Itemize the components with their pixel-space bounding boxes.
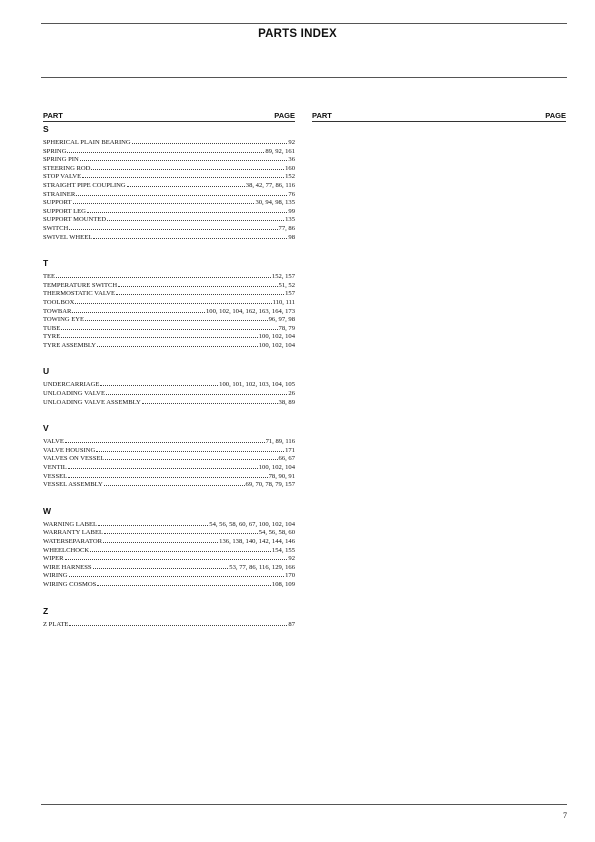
index-entry bbox=[43, 579, 295, 588]
page-column-label: PAGE bbox=[545, 111, 566, 120]
dot-leader bbox=[97, 340, 258, 347]
index-section bbox=[43, 124, 295, 240]
part-name: THERMOSTATIC VALVE bbox=[43, 290, 116, 298]
page-references: 51, 52 bbox=[278, 281, 295, 289]
page-references: 99 bbox=[288, 207, 295, 215]
dot-leader bbox=[105, 453, 277, 460]
index-entry bbox=[43, 223, 295, 232]
dot-leader bbox=[61, 323, 277, 330]
index-entry bbox=[43, 206, 295, 215]
part-name: UNLOADING VALVE ASSEMBLY bbox=[43, 398, 141, 406]
page-references: 152, 157 bbox=[271, 273, 295, 281]
index-entry bbox=[43, 232, 295, 241]
page-references: 66, 67 bbox=[278, 455, 295, 463]
part-name: TOOLBOX bbox=[43, 298, 75, 306]
page-references: 100, 102, 104 bbox=[258, 464, 295, 472]
dot-leader bbox=[116, 288, 284, 295]
part-name: Z PLATE bbox=[43, 620, 69, 628]
index-entry bbox=[43, 545, 295, 554]
index-entry bbox=[43, 288, 295, 297]
page-references: 71, 89, 116 bbox=[265, 438, 295, 446]
index-entry bbox=[43, 570, 295, 579]
page-references: 160 bbox=[285, 164, 295, 172]
index-entry bbox=[43, 340, 295, 349]
page-references: 78, 90, 91 bbox=[268, 472, 295, 480]
dot-leader bbox=[93, 232, 287, 239]
part-name: TOWING EYE bbox=[43, 316, 85, 324]
page-references: 100, 102, 104, 162, 163, 164, 173 bbox=[205, 307, 295, 315]
part-column-label: PART bbox=[43, 111, 63, 120]
index-entry bbox=[43, 214, 295, 223]
part-name: SPHERICAL PLAIN BEARING bbox=[43, 139, 131, 146]
page-title: PARTS INDEX bbox=[258, 28, 337, 40]
part-name: SPRING bbox=[43, 147, 67, 155]
page-references: 152 bbox=[285, 173, 295, 181]
section-letter: Z bbox=[43, 605, 49, 616]
part-name: UNDERCARRIAGE bbox=[43, 381, 100, 389]
dot-leader bbox=[69, 619, 287, 626]
index-section bbox=[43, 606, 295, 628]
index-entry bbox=[43, 306, 295, 315]
dot-leader bbox=[98, 519, 208, 526]
dot-leader bbox=[96, 445, 284, 452]
part-name: STOP VALVE bbox=[43, 173, 82, 181]
dot-leader bbox=[118, 280, 277, 287]
index-section bbox=[43, 506, 295, 588]
part-name: WIRING bbox=[43, 572, 68, 580]
index-entry bbox=[43, 180, 295, 189]
index-entry bbox=[43, 271, 295, 280]
part-name: WIRE HARNESS bbox=[43, 563, 92, 571]
right-column-header bbox=[312, 110, 566, 122]
page-column-label: PAGE bbox=[274, 111, 295, 120]
page-references: 69, 70, 78, 79, 157 bbox=[245, 481, 295, 489]
dot-leader bbox=[80, 154, 288, 161]
left-column-header bbox=[43, 110, 295, 122]
page-references: 87 bbox=[288, 620, 295, 628]
page-references: 92 bbox=[288, 139, 295, 146]
dot-leader bbox=[93, 562, 229, 569]
part-name: VALVE bbox=[43, 438, 64, 446]
page-references: 38, 42, 77, 86, 116 bbox=[245, 181, 295, 189]
section-letter: V bbox=[43, 423, 49, 434]
index-entry bbox=[43, 527, 295, 536]
page-references: 98 bbox=[288, 233, 295, 241]
section-letter: U bbox=[43, 366, 50, 377]
part-name: TOWBAR bbox=[43, 307, 72, 315]
part-column-label: PART bbox=[312, 111, 332, 120]
part-name: VENTIL bbox=[43, 464, 67, 472]
dot-leader bbox=[106, 388, 287, 395]
dot-leader bbox=[90, 545, 271, 552]
page-references: 26 bbox=[288, 390, 295, 398]
part-name: TYRE ASSEMBLY bbox=[43, 341, 97, 349]
index-entry bbox=[43, 297, 295, 306]
index-entry bbox=[43, 462, 295, 471]
index-entry bbox=[43, 479, 295, 488]
part-name: WIPER bbox=[43, 555, 64, 563]
dot-leader bbox=[69, 570, 285, 577]
dot-leader bbox=[82, 171, 284, 178]
page-references: 36 bbox=[288, 156, 295, 164]
dot-leader bbox=[68, 471, 267, 478]
header-rule bbox=[41, 77, 567, 78]
page-references: 157 bbox=[285, 290, 295, 298]
index-entry bbox=[43, 453, 295, 462]
index-entry bbox=[43, 562, 295, 571]
part-name: STRAINER bbox=[43, 190, 76, 198]
dot-leader bbox=[87, 206, 288, 213]
page-references: 96, 97, 98 bbox=[268, 316, 295, 324]
index-section bbox=[43, 423, 295, 488]
dot-leader bbox=[107, 214, 284, 221]
part-name: STEERING ROD bbox=[43, 164, 91, 172]
dot-leader bbox=[103, 536, 218, 543]
index-entry bbox=[43, 189, 295, 198]
page-references: 170 bbox=[285, 572, 295, 580]
part-name: SUPPORT MOUNTED bbox=[43, 216, 107, 224]
index-section bbox=[43, 258, 295, 348]
part-name: STRAIGHT PIPE COUPLING bbox=[43, 181, 126, 189]
page-references: 136, 138, 140, 142, 144, 146 bbox=[219, 538, 295, 545]
part-name: TYRE bbox=[43, 333, 61, 341]
page-references: 171 bbox=[285, 446, 295, 454]
part-name: WATERSEPARATOR bbox=[43, 538, 102, 545]
part-name: WARNING LABEL bbox=[43, 520, 98, 528]
index-entry bbox=[43, 323, 295, 332]
index-entry bbox=[43, 171, 295, 180]
page-references: 100, 102, 104 bbox=[258, 333, 295, 341]
dot-leader bbox=[68, 462, 258, 469]
index-entry bbox=[43, 397, 295, 406]
page-references: 108, 109 bbox=[271, 580, 295, 588]
index-entry bbox=[43, 519, 295, 528]
part-name: WARRANTY LABEL bbox=[43, 529, 104, 537]
page-references: 135 bbox=[285, 216, 295, 224]
part-name: WHEELCHOCK bbox=[43, 546, 90, 554]
index-entry bbox=[43, 536, 295, 545]
section-letter: S bbox=[43, 124, 49, 134]
page-number: 7 bbox=[563, 811, 567, 820]
footer-rule bbox=[41, 804, 567, 805]
dot-leader bbox=[65, 436, 265, 443]
page-references: 100, 102, 104 bbox=[258, 341, 295, 349]
dot-leader bbox=[142, 397, 278, 404]
index-entry bbox=[43, 331, 295, 340]
dot-leader bbox=[104, 527, 258, 534]
dot-leader bbox=[75, 297, 271, 304]
dot-leader bbox=[65, 553, 288, 560]
index-entry bbox=[43, 553, 295, 562]
page-references: 100, 101, 102, 103, 104, 105 bbox=[219, 381, 295, 389]
dot-leader bbox=[127, 180, 245, 187]
section-letter: T bbox=[43, 258, 49, 269]
index-entry bbox=[43, 146, 295, 155]
index-entry bbox=[43, 379, 295, 388]
page-references: 89, 92, 161 bbox=[265, 147, 295, 155]
part-name: WIRING COSMOS bbox=[43, 580, 97, 588]
page-references: 54, 56, 58, 60, 67, 100, 102, 104 bbox=[209, 520, 295, 528]
index-entry bbox=[43, 436, 295, 445]
index-entry bbox=[43, 619, 295, 628]
part-name: VALVE HOUSING bbox=[43, 446, 96, 454]
dot-leader bbox=[104, 479, 245, 486]
page-references: 54, 56, 58, 60 bbox=[258, 529, 295, 537]
index-entry bbox=[43, 388, 295, 397]
top-rule bbox=[41, 23, 567, 24]
dot-leader bbox=[100, 379, 218, 386]
page-references: 77, 86 bbox=[278, 224, 295, 232]
part-name: TUBE bbox=[43, 324, 61, 332]
part-name: VALVES ON VESSEL bbox=[43, 455, 105, 463]
part-name: SUPPORT LEG bbox=[43, 207, 86, 215]
part-name: UNLOADING VALVE bbox=[43, 390, 105, 398]
part-name: SPRING PIN bbox=[43, 156, 79, 164]
index-entry bbox=[43, 154, 295, 163]
page-references: 92 bbox=[288, 555, 295, 563]
page-references: 53, 77, 86, 116, 129, 166 bbox=[229, 563, 295, 571]
part-name: TEE bbox=[43, 273, 56, 281]
index-entry bbox=[43, 137, 295, 146]
index-entry bbox=[43, 314, 295, 323]
index-list bbox=[43, 124, 295, 645]
part-name: TEMPERATURE SWITCH bbox=[43, 281, 118, 289]
index-entry bbox=[43, 280, 295, 289]
dot-leader bbox=[73, 197, 255, 204]
dot-leader bbox=[61, 331, 258, 338]
page-references: 38, 89 bbox=[278, 398, 295, 406]
dot-leader bbox=[91, 163, 284, 170]
index-section bbox=[43, 366, 295, 405]
part-name: VESSEL bbox=[43, 472, 68, 480]
index-entry bbox=[43, 445, 295, 454]
page-references: 76 bbox=[288, 190, 295, 198]
index-entry bbox=[43, 197, 295, 206]
dot-leader bbox=[72, 306, 205, 313]
index-entry bbox=[43, 163, 295, 172]
dot-leader bbox=[56, 271, 271, 278]
dot-leader bbox=[85, 314, 268, 321]
page-references: 30, 94, 98, 135 bbox=[255, 199, 295, 207]
section-letter: W bbox=[43, 505, 52, 516]
part-name: SUPPORT bbox=[43, 199, 72, 207]
part-name: SWITCH bbox=[43, 224, 69, 232]
dot-leader bbox=[69, 223, 277, 230]
dot-leader bbox=[67, 146, 264, 153]
dot-leader bbox=[97, 579, 271, 586]
page-references: 154, 155 bbox=[271, 546, 295, 554]
page-references: 110, 111 bbox=[272, 298, 295, 306]
page-references: 78, 79 bbox=[278, 324, 295, 332]
part-name: SWIVEL WHEEL bbox=[43, 233, 93, 241]
index-entry bbox=[43, 471, 295, 480]
dot-leader bbox=[132, 137, 288, 144]
part-name: VESSEL ASSEMBLY bbox=[43, 481, 103, 489]
dot-leader bbox=[76, 189, 287, 196]
